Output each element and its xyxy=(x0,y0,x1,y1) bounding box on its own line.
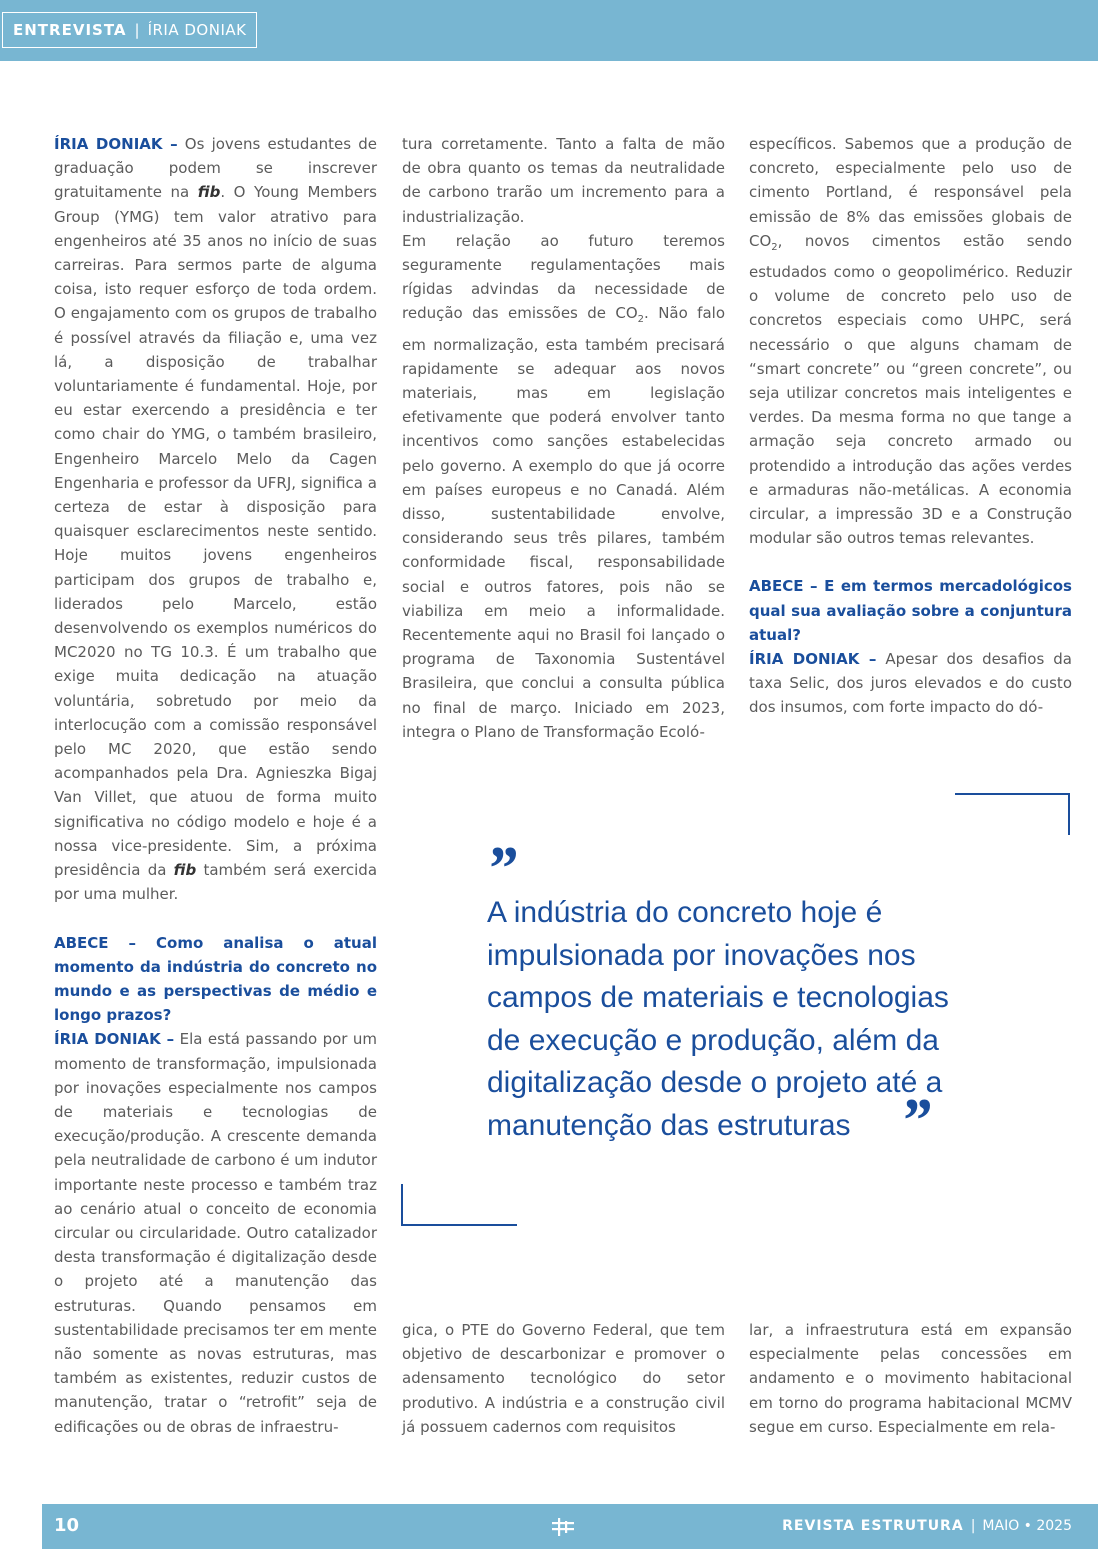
pull-quote-line: impulsionada por inovações nos xyxy=(487,938,916,972)
pull-quote-line: digitalização desde o projeto até a xyxy=(487,1066,943,1099)
header-bar xyxy=(0,0,1098,61)
issue-date: MAIO • 2025 xyxy=(982,1518,1072,1534)
page-number: 10 xyxy=(54,1515,80,1536)
column-1 xyxy=(54,132,377,1439)
close-quote-icon: ” xyxy=(900,1087,931,1155)
question-heading: ABECE – E em termos mercadológicos qual sua avaliação sobre a conjuntura atual? xyxy=(749,577,1072,644)
pull-quote-line: A indústria do concreto hoje é xyxy=(487,896,883,929)
column-2-bottom xyxy=(402,1318,725,1439)
interviewee-name: ÍRIA DONIAK xyxy=(147,21,247,39)
open-quote-icon: ” xyxy=(486,835,517,903)
magazine-info xyxy=(782,1518,1072,1534)
answer-text: . O Young Members Group (YMG) tem valor atrativo para engenheiros até 35 anos no início de suas carreiras. Para sermos parte de alguma coisa, isto requer esforço de toda ordem. O engajamento com os grupos de trabalho é possível através da filiação e, uma vez lá, a disposição de trabalhar voluntariamente é fundamental. Hoje, por eu estar exercendo a presidência e ter como chair do YMG, o também brasileiro, Engenheiro Marcelo Melo da Cagen Engenharia e professor da UFRJ, significa a certeza de estar à disposição para quaisquer esclarecimentos neste sentido. Hoje muitos jovens engenheiros participam dos grupos de trabalho e, liderados pelo Marcelo, estão desenvolvendo os exemplos numéricos do MC2020 no TG 10.3. É um trabalho que exige muita dedicação na atuação voluntária, sobretudo por meio da interlocução com a comissão responsável pelo MC 2020, que estão sendo acompanhados pela Dra. Agnieszka Bigaj Van Villet, que atuou de forma muito significativa no código modelo e hoje é a nossa vice-presidente. Sim, a próxima presidência da xyxy=(54,183,378,880)
column-2 xyxy=(402,132,725,744)
answer-text: também será exercida por uma mulher. xyxy=(54,861,378,904)
answer-paragraph xyxy=(749,647,1072,720)
quote-bracket-bottom-left xyxy=(401,1184,517,1226)
body-paragraph xyxy=(749,132,1072,550)
body-text: . Não falo em normalização, esta também precisará rapidamente se adequar aos novos materiais, mas em legislação efetivamente que poderá envolver tanto incentivos como sanções estabelecidas pelo governo. A exemplo do que já ocorre em países europeus e no Canadá. Além disso, sustentabilidade envolve, considerando seus três pilares, também conformidade fiscal, responsabilidade social e outros fatores, pois não se viabiliza em meio a informalidade. Recentemente aqui no Brasil foi lançado o programa de Taxonomia Sustentável Brasileira, que conclui a consulta pública no final de março. Iniciado em 2023, integra o Plano de Transformação Ecoló- xyxy=(402,304,725,741)
column-3 xyxy=(749,132,1072,720)
answer-text: Os jovens estudantes de graduação podem se inscrever gratuitamente na xyxy=(54,135,377,202)
pull-quote-line: manutenção das estruturas xyxy=(487,1108,851,1142)
body-paragraph: gica, o PTE do Governo Federal, que tem objetivo de descarbonizar e promover o adensamento tecnológico do setor produtivo. A indústria e a construção civil já possuem cadernos com requisitos xyxy=(402,1321,725,1436)
answer-text: Ela está passando por um momento de transformação, impulsionada por inovações especialmente nos campos de materiais e tecnologias de execução/produção. A crescente demanda pela neutralidade de carbono é um indutor importante neste processo e também traz ao cenário atual o conceito de economia circular ou circularidade. Outro catalizador desta transformação é digitalização desde o projeto até a manutenção das estruturas. Quando pensamos em sustentabilidade precisamos ter em mente não somente as novas estruturas, mas também as existentes, reduzir custos de manutenção, tratar o “retrofit” seja de edificações ou de obras de infraestru- xyxy=(54,1030,378,1436)
fib-name: fib xyxy=(173,861,197,880)
pull-quote xyxy=(487,892,1047,1147)
body-paragraph xyxy=(402,229,725,744)
section-separator: | xyxy=(134,21,140,39)
pull-quote-line: de execução e produção, além da xyxy=(487,1023,939,1057)
fib-name: fib xyxy=(197,183,221,202)
abece-logo-icon xyxy=(550,1517,576,1537)
body-paragraph: tura corretamente. Tanto a falta de mão de obra quanto os temas da neutralidade de carbono trarão um incremento para a industrialização. xyxy=(402,135,725,226)
speaker-label: ÍRIA DONIAK – xyxy=(54,135,178,153)
answer-paragraph xyxy=(54,1027,377,1438)
magazine-name: REVISTA ESTRUTURA xyxy=(782,1518,964,1534)
answer-paragraph xyxy=(54,132,377,907)
speaker-label: ÍRIA DONIAK – xyxy=(54,1030,175,1049)
quote-bracket-top-right xyxy=(955,793,1070,835)
footer-separator: | xyxy=(970,1518,976,1534)
column-3-bottom xyxy=(749,1318,1072,1439)
footer-bar xyxy=(42,1504,1098,1549)
pull-quote-line: campos de materiais e tecnologias xyxy=(487,981,949,1014)
section-tag xyxy=(2,12,257,48)
speaker-label: ÍRIA DONIAK – xyxy=(749,650,877,669)
section-label: ENTREVISTA xyxy=(13,21,127,39)
body-text: , novos cimentos estão sendo estudados como o geopolimérico. Reduzir o volume de concreto pelo uso de concretos especiais como UHPC, será necessário o que alguns chamam de “smart concrete” ou “green concrete”, ou seja utilizar concretos mais inteligentes e verdes. Da mesma forma no que tange a armação seja concreto armado ou protendido a introdução das ações verdes e armaduras não-metálicas. A economia circular, a impressão 3D e a Construção modular são outros temas relevantes. xyxy=(749,231,1072,548)
question-heading: ABECE – Como analisa o atual momento da indústria do concreto no mundo e as perspectivas de médio e longo prazos? xyxy=(54,933,377,1025)
body-text: específicos. Sabemos que a produção de concreto, especialmente pelo uso de cimento Portland, é responsável pela emissão de 8% das emissões globais de CO xyxy=(749,135,1072,250)
subscript: 2 xyxy=(771,241,778,253)
subscript: 2 xyxy=(637,314,645,326)
body-paragraph: lar, a infraestrutura está em expansão especialmente pelas concessões em andamento e o movimento habitacional em torno do programa habitacional MCMV segue em curso. Especialmente em rela- xyxy=(749,1321,1072,1436)
body-text: Em relação ao futuro teremos seguramente regulamentações mais rígidas advindas da necessidade de redução das emissões de CO xyxy=(402,231,725,323)
answer-text: Apesar dos desafios da taxa Selic, dos juros elevados e do custo dos insumos, com forte impacto do dó- xyxy=(749,650,1072,717)
